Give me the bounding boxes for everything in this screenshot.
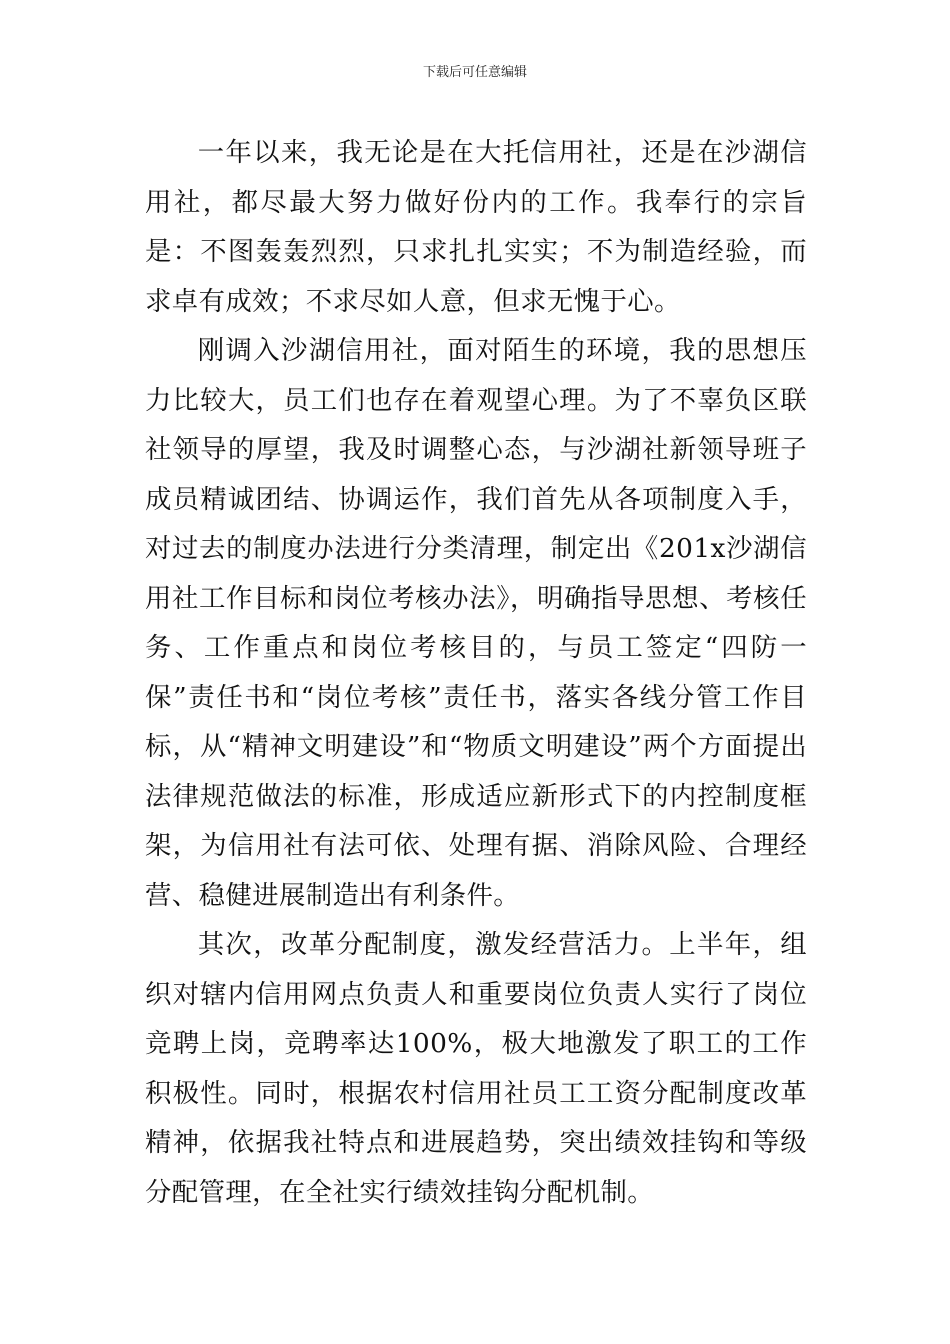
paragraph-2: 刚调入沙湖信用社，面对陌生的环境，我的思想压力比较大，员工们也存在着观望心理。为了不辜负区联社领导的厚望，我及时调整心态，与沙湖社新领导班子成员精诚团结、协调运作，我们首先从各项制度入手，对过去的制度办法进行分类清理，制定出《201x沙湖信用社工作目标和岗位考核办法》，明确指导思想、考核任务、工作重点和岗位考核目的，与员工签定“四防一保”责任书和“岗位考核”责任书，落实各线分管工作目标，从“精神文明建设”和“物质文明建设”两个方面提出法律规范做法的标准，形成适应新形式下的内控制度框架，为信用社有法可依、处理有据、消除风险、合理经营、稳健进展制造出有利条件。 (145, 335, 807, 911)
paragraph-3: 其次，改革分配制度，激发经营活力。上半年，组织对辖内信用网点负责人和重要岗位负责人实行了岗位竞聘上岗，竞聘率达100%，极大地激发了职工的工作积极性。同时，根据农村信用社员工工资分配制度改革精神，依据我社特点和进展趋势，突出绩效挂钩和等级分配管理，在全社实行绩效挂钩分配机制。 (145, 929, 807, 1208)
document-body (145, 128, 807, 1217)
paragraph-1: 一年以来，我无论是在大托信用社，还是在沙湖信用社，都尽最大努力做好份内的工作。我奉行的宗旨是：不图轰轰烈烈，只求扎扎实实；不为制造经验，而求卓有成效；不求尽如人意，但求无愧于心。 (145, 137, 807, 317)
page-header-note: 下载后可任意编辑 (422, 65, 527, 80)
